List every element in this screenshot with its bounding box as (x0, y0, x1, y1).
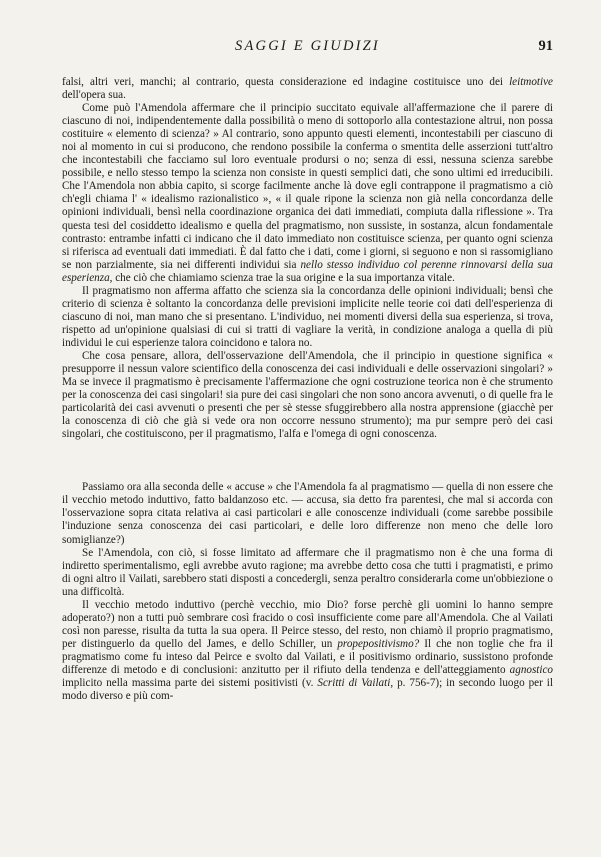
paragraph-amendola-principle: Come può l'Amendola affermare che il principio succitato equivale all'affermazione che il parere di ciascuno di noi, indipendentemente dalla possibilità o meno di sottoporlo alla contestazione altrui, non possa costituire « elemento di scienza? » Al contrario, sono appunto questi elementi, incontestabili per ciascuno di noi al momento in cui si producono, che rendono possibile la conferma o smentita delle asserzioni tutt'altro che incontestabili che facciamo sul loro eventuale prodursi o no; senza di essi, nessuna scienza sarebbe possibile, e nello stesso tempo la scienza non consiste in questi semplici dati, che sono ultimi ed irreducibili. Che l'Amendola non abbia capito, si scorge facilmente anche là dove egli contrappone il pragmatismo a ciò ch'egli chiama l' « idealismo razionalistico », « il quale ripone la scienza non già nella concordanza delle opinioni individuali, bensì nella coordinazione organica dei dati immediati, compiuta dalla riflessione ». Tra questa tesi del cosiddetto idealismo e quella del pragmatismo, non sussiste, in sostanza, alcun fondamentale contrasto: entrambe infatti ci indicano che il dato immediato non costituisce scienza, per quanto ogni scienza si riferisca ad eventuali dati immediati. È dal fatto che i dati, come i giorni, si seguono e non si rassomigliano se non parzialmente, sia nei differenti individui sia nello stesso individuo col perenne rinnovarsi della sua esperienza, che ciò che chiamiamo scienza trae la sua origine e la sua importanza vitale. (62, 102, 554, 284)
paragraph-inductive-method: Il vecchio metodo induttivo (perchè vecchio, mio Dio? forse perchè gli uomini lo hanno sempre adoperato?) non a tutti può sembrare così fracido o così insufficiente come pare all'Amendola. Che al Vailati così non paresse, risulta da tutta la sua opera. Il Peirce stesso, del resto, non chiamò il proprio pragmatismo, per distinguerlo da quello del James, e dello Schiller, un propepositivismo? Il che non toglie che fra il pragmatismo come fu inteso dal Peirce e svolto dal Vailati, e il positivismo ordinario, sussistono profonde differenze di metodo e di conclusioni: anzitutto per il rifiuto della tendenza e dell'atteggiamento agnostico implicito nella massima parte dei sistemi positivisti (v. Scritti di Vailati, p. 756-7); in secondo luogo per il modo diverso e più com- (62, 598, 554, 703)
paragraph-continuation: falsi, altri veri, manchi; al contrario, questa considerazione ed indagine costituisce uno dei leitmotive dell'opera sua. (62, 76, 553, 102)
paragraph-pragmatism-concordance: Il pragmatismo non afferma affatto che scienza sia la concordanza delle opinioni individuali; bensì che criterio di scienza è soltanto la concordanza delle previsioni implicite nelle teorie coi dati dell'esperienza di ciascuno di noi, man mano che si presentano. L'individuo, nei momenti diversi della sua esperienza, si trova, rispetto ad un'opinione qualsiasi di cui si tratti di vagliare la verità, in condizione analoga a quella di più individui le cui esperienze talora coincidono e talora no. (62, 284, 553, 349)
running-head: SAGGI E GIUDIZI (235, 38, 380, 54)
page-number: 91 (538, 38, 553, 54)
paragraph-experimentalism: Se l'Amendola, con ciò, si fosse limitato ad affermare che il pragmatismo non è che una forma di indiretto sperimentalismo, egli avrebbe avuto ragione; ma avrebbe detto cosa che tutti i pragmatisti, e primo di ogni altro il Vailati, sarebbero stati disposti a concedergli, senza peraltro considerarla come un'obbiezione o una difficoltà. (62, 546, 553, 598)
body-text (62, 76, 553, 703)
paragraph-second-accusation: Passiamo ora alla seconda delle « accuse » che l'Amendola fa al pragmatismo — quella di non essere che il vecchio metodo induttivo, fatto baldanzoso etc. — accusa, sia detto fra parentesi, che mal si accorda con l'osservazione sopra citata relativa ai casi particolari e alle conoscenze individuali (come sarebbe possibile l'induzione senza conoscenza dei casi particolari, e delle loro differenze non meno che delle loro somiglianze?) (62, 481, 553, 546)
section-break (62, 441, 553, 481)
page-header (62, 38, 553, 64)
paragraph-individual-cases: Che cosa pensare, allora, dell'osservazione dell'Amendola, che il principio in questione significa « presupporre il nessun valore scientifico della conoscenza dei casi individuali e delle osservazioni singolari? » Ma se invece il pragmatismo è precisamente l'affermazione che ogni costruzione teorica non è che strumento per la conoscenza dei casi singolari! sia pure dei casi singolari che non sono ancora avvenuti, o di quelle fra le particolarità dei casi avvenuti o presenti che per sè stesse sfuggirebbero alla nostra apprensione (giacchè per la conoscenza di ciò che già si vede ora non occorre nessuno strumento); ma pur sempre però dei casi singolari, che costituiscono, per il pragmatismo, l'alfa e l'omega di ogni conoscenza. (62, 349, 553, 441)
